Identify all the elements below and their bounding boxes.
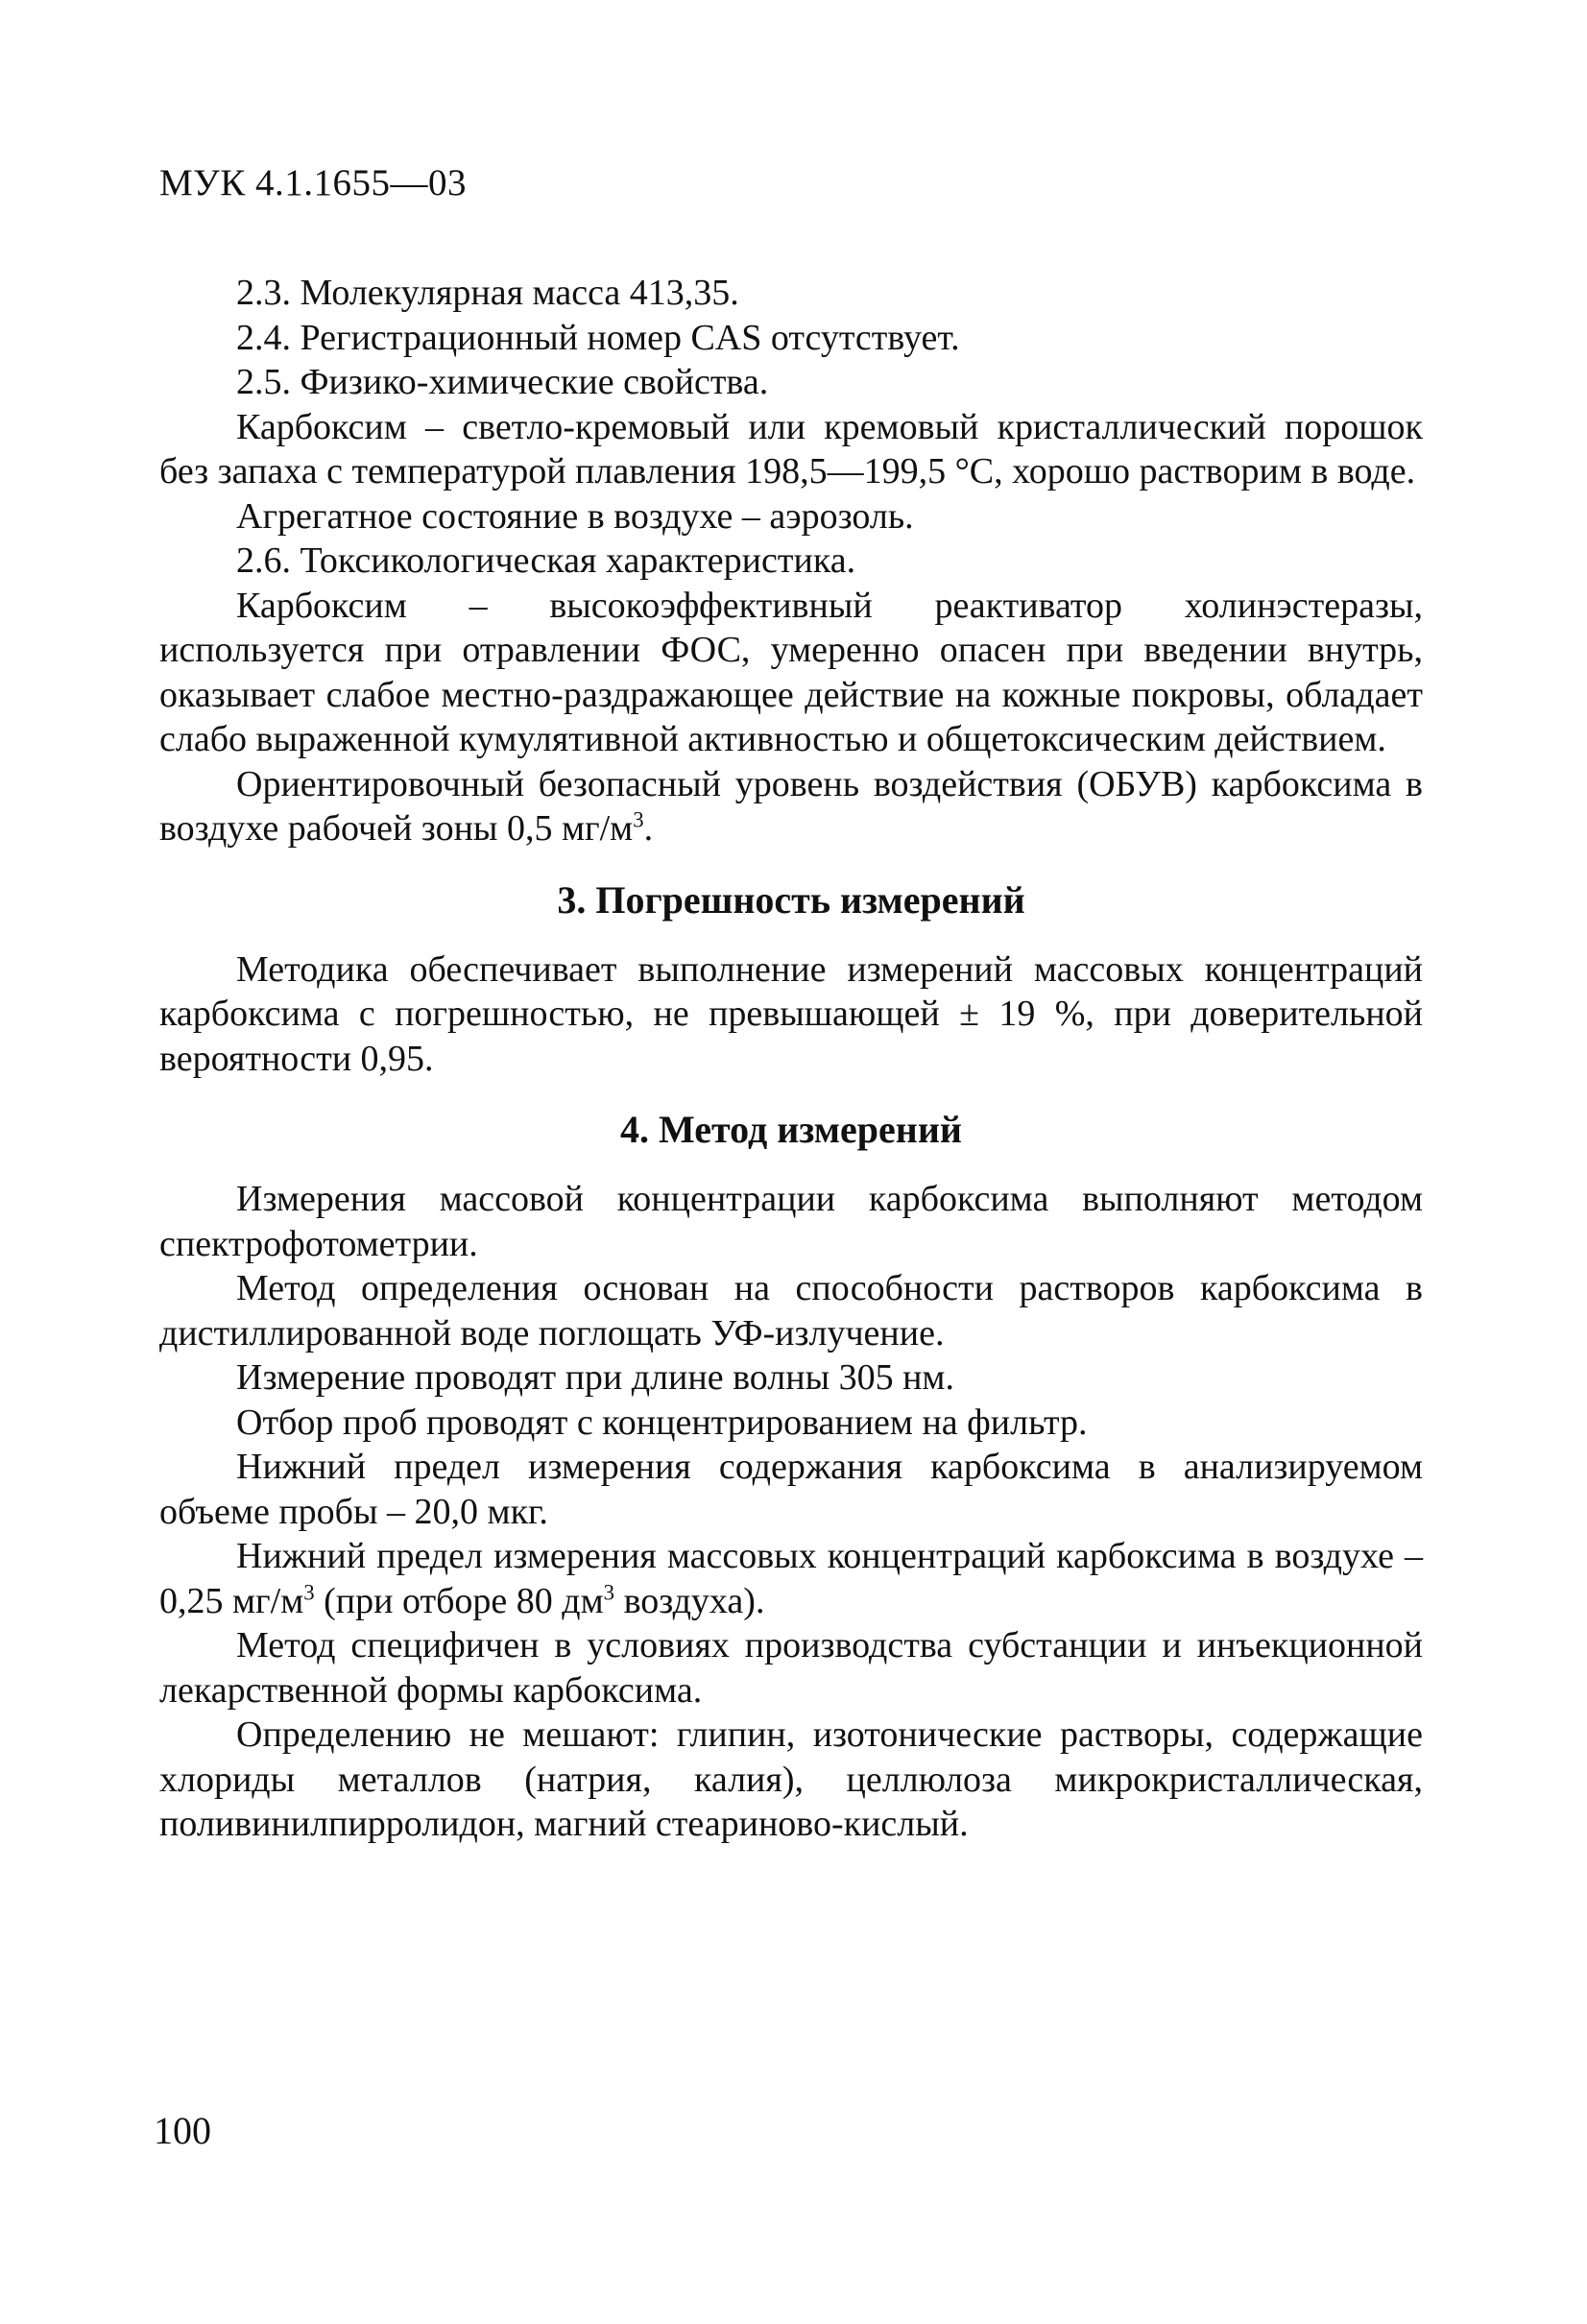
lower-limit-air-text-2: (при отборе 80 дм bbox=[314, 1580, 604, 1621]
paragraph-obuv bbox=[159, 762, 1423, 851]
paragraph-physchem-heading: 2.5. Физико-химические свойства. bbox=[236, 362, 769, 402]
paragraph-method-basis: Метод определения основан на способности растворов карбоксима в дистиллированной воде поглощать УФ-излучение. bbox=[159, 1268, 1423, 1354]
paragraph-toxicology-heading: 2.6. Токсикологическая характеристика. bbox=[236, 540, 856, 581]
paragraph-wavelength: Измерение проводят при длине волны 305 нм. bbox=[236, 1357, 954, 1398]
obuv-superscript: 3 bbox=[633, 807, 644, 832]
paragraph-measurement-error: Методика обеспечивает выполнение измерений массовых концентраций карбоксима с погрешностью, не превышающей ± 19 %, при доверительной вероятности 0,95. bbox=[159, 948, 1423, 1079]
obuv-period: . bbox=[643, 808, 654, 849]
paragraph-cas-number: 2.4. Регистрационный номер CAS отсутствует. bbox=[236, 317, 960, 358]
paragraph-lower-limit-air bbox=[159, 1534, 1423, 1623]
section-3-title: 3. Погрешность измерений bbox=[557, 877, 1025, 922]
paragraph-method-spectrophotometry: Измерения массовой концентрации карбоксима выполняют методом спектрофотометрии. bbox=[159, 1179, 1423, 1264]
lower-limit-air-text-3: воздуха). bbox=[614, 1580, 765, 1621]
paragraph-method-specificity: Метод специфичен в условиях производства субстанции и инъекционной лекарственной формы карбоксима. bbox=[159, 1625, 1423, 1711]
lower-limit-air-text: Нижний предел измерения массовых концентраций карбоксима в воздухе – 0,25 мг/м bbox=[159, 1536, 1423, 1621]
body-text bbox=[159, 271, 1423, 1847]
paragraph-molecular-mass: 2.3. Молекулярная масса 413,35. bbox=[236, 273, 739, 313]
document-code-header: МУК 4.1.1655—03 bbox=[159, 162, 468, 204]
obuv-text: Ориентировочный безопасный уровень воздействия (ОБУВ) карбоксима в воздухе рабочей зоны 0,5 мг/м bbox=[159, 763, 1423, 849]
lower-limit-air-superscript-1: 3 bbox=[303, 1579, 315, 1604]
paragraph-sampling: Отбор проб проводят с концентрированием на фильтр. bbox=[236, 1402, 1088, 1443]
paragraph-aggregate-state: Агрегатное состояние в воздухе – аэрозоль. bbox=[236, 495, 914, 537]
paragraph-toxicology-description: Карбоксим – высокоэффективный реактиватор холинэстеразы, используется при отравлении ФОС, умеренно опасен при введении внутрь, оказывает слабое местно-раздражающее действие на кожные покровы, обладает слабо выраженной кумулятивной активностью и общетоксическим действием. bbox=[159, 585, 1423, 759]
section-4-title: 4. Метод измерений bbox=[620, 1108, 962, 1151]
page-number: 100 bbox=[154, 2109, 211, 2152]
paragraph-physchem-description: Карбоксим – светло-кремовый или кремовый кристаллический порошок без запаха с температурой плавления 198,5—199,5 °С, хорошо растворим в воде. bbox=[159, 406, 1423, 491]
lower-limit-air-superscript-2: 3 bbox=[603, 1579, 615, 1604]
paragraph-lower-limit-sample: Нижний предел измерения содержания карбоксима в анализируемом объеме пробы – 20,0 мкг. bbox=[159, 1447, 1423, 1532]
paragraph-non-interfering: Определению не мешают: глипин, изотонические растворы, содержащие хлориды металлов (натрия, калия), целлюлоза микрокристаллическая, поливинилпирролидон, магний стеариново-кислый. bbox=[159, 1714, 1423, 1844]
